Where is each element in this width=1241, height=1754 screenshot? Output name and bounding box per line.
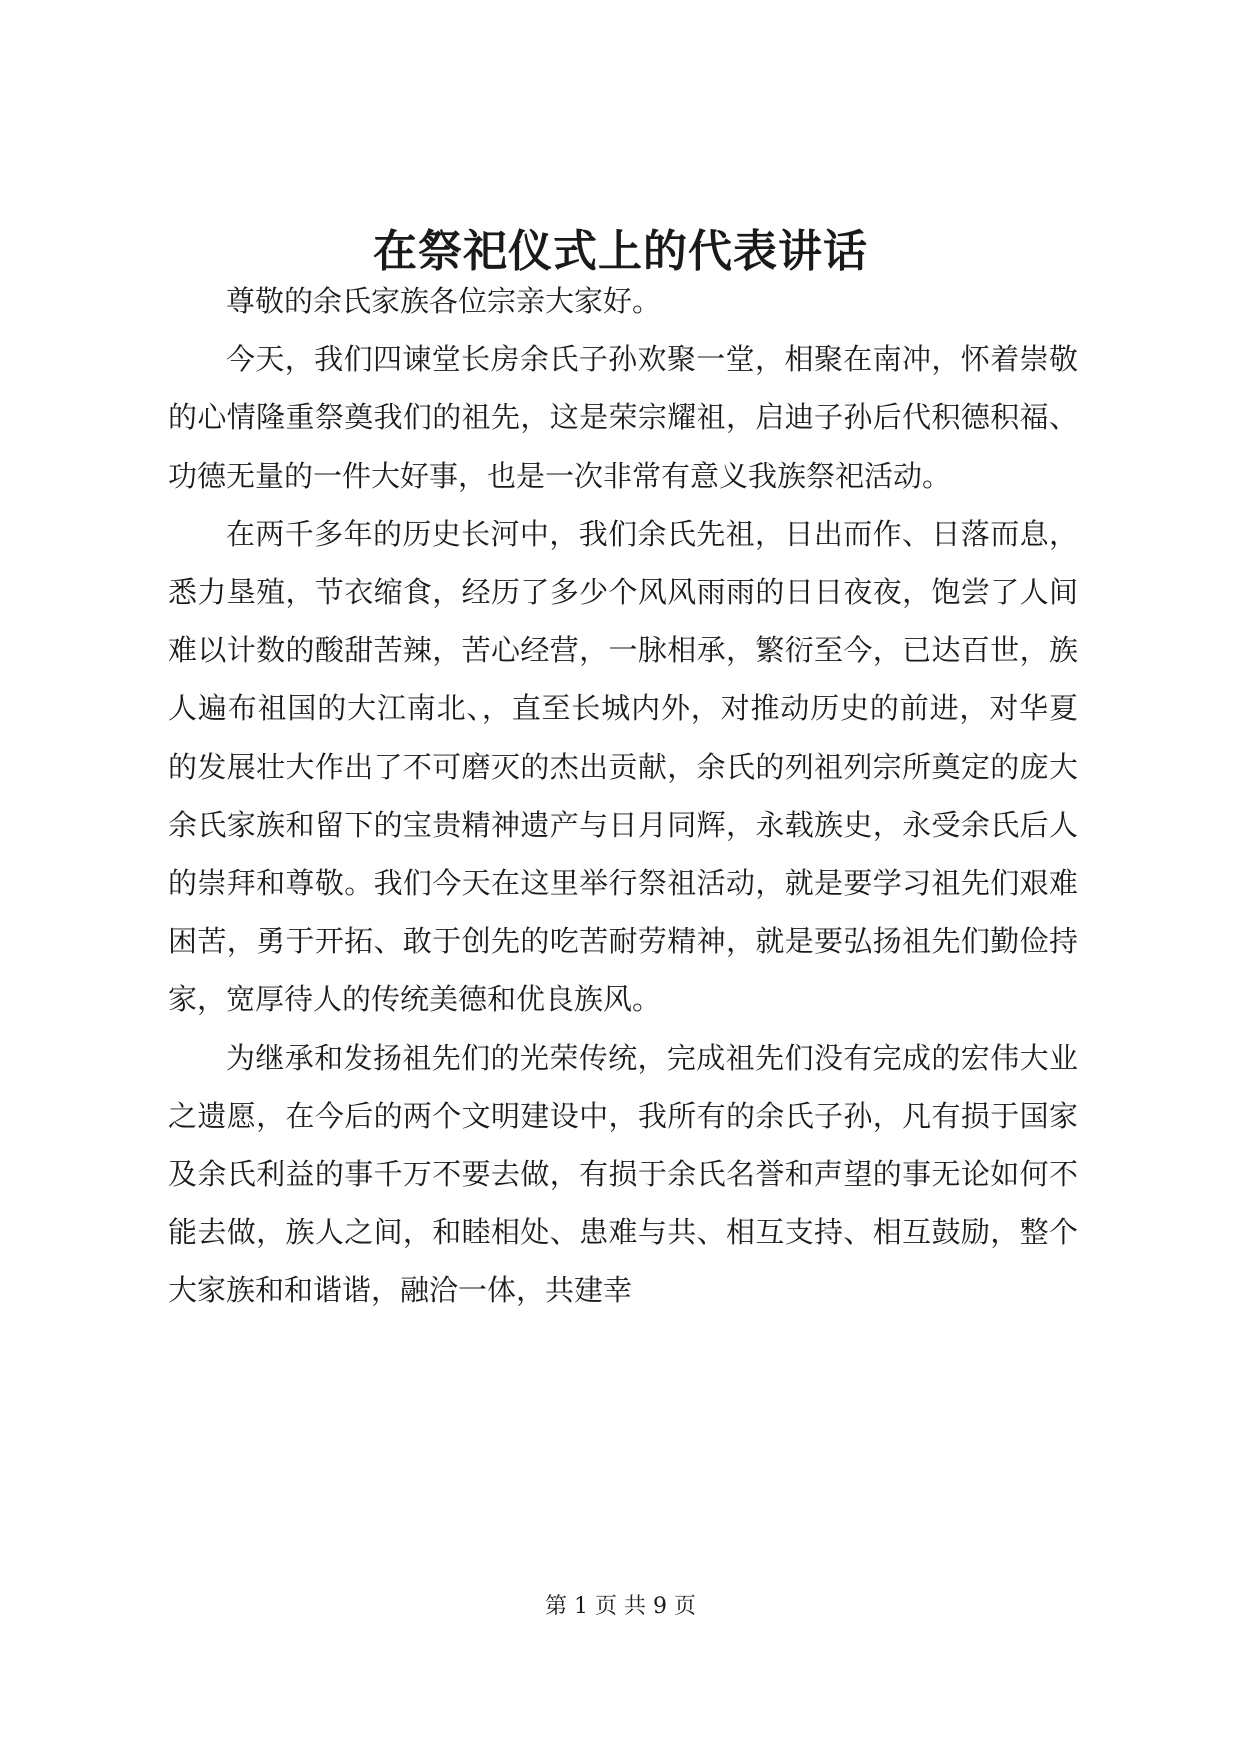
paragraph-history: 在两千多年的历史长河中，我们余氏先祖，日出而作、日落而息，悉力垦殖，节衣缩食，经历了多少个风风雨雨的日日夜夜，饱尝了人间难以计数的酸甜苦辣，苦心经营，一脉相承，繁衍至今，已达百世，族人遍布祖国的大江南北、，直至长城内外，对推动历史的前进，对华夏的发展壮大作出了不可磨灭的杰出贡献，余氏的列祖列宗所奠定的庞大余氏家族和留下的宝贵精神遗产与日月同辉，永载族史，永受余氏后人的崇拜和尊敬。我们今天在这里举行祭祖活动，就是要学习祖先们艰难困苦，勇于开拓、敢于创先的吃苦耐劳精神，就是要弘扬祖先们勤俭持家，宽厚待人的传统美德和优良族风。 bbox=[168, 516, 1078, 1017]
document-title: 在祭祀仪式上的代表讲话 bbox=[373, 226, 868, 277]
document-body bbox=[168, 272, 1078, 1320]
paragraph-legacy: 为继承和发扬祖先们的光荣传统，完成祖先们没有完成的宏伟大业之遗愿，在今后的两个文明建设中，我所有的余氏子孙，凡有损于国家及余氏利益的事千万不要去做，有损于余氏名誉和声望的事无论如何不能去做，族人之间，和睦相处、患难与共、相互支持、相互鼓励，整个大家族和和谐谐，融洽一体，共建幸 bbox=[168, 1040, 1078, 1308]
page-number-footer: 第 1 页 共 9 页 bbox=[545, 1594, 696, 1619]
paragraph-opening: 今天，我们四谏堂长房余氏子孙欢聚一堂，相聚在南冲，怀着崇敬的心情隆重祭奠我们的祖先，这是荣宗耀祖，启迪子孙后代积德积福、功德无量的一件大好事，也是一次非常有意义我族祭祀活动。 bbox=[168, 342, 1078, 493]
paragraph-greeting: 尊敬的余氏家族各位宗亲大家好。 bbox=[226, 284, 662, 318]
